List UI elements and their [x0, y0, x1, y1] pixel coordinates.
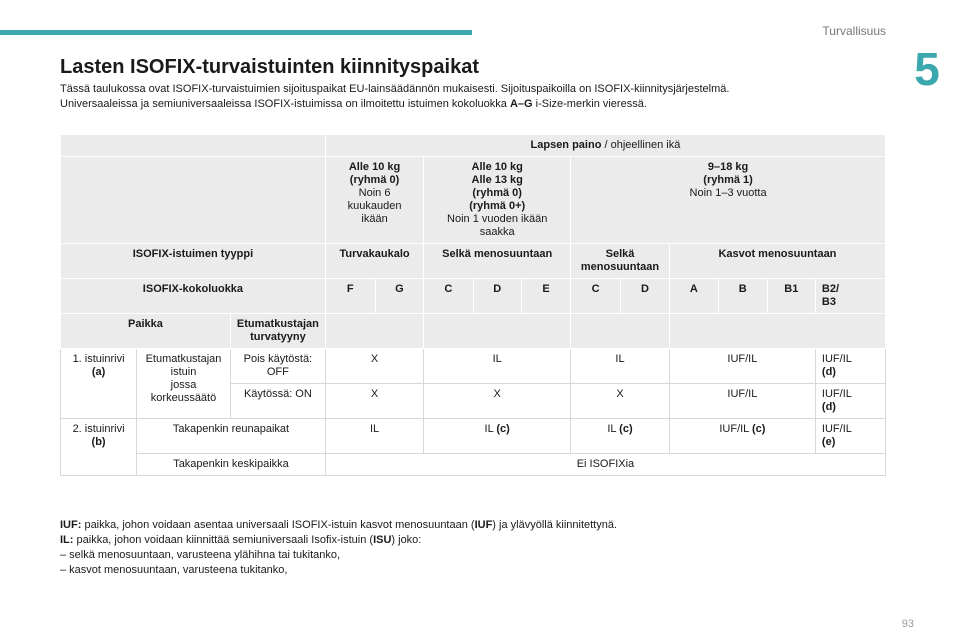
table-cell: X — [571, 384, 670, 419]
type-cell: Turvakaukalo — [325, 244, 423, 279]
legend — [60, 518, 890, 578]
section-name: Turvallisuus — [822, 24, 886, 38]
table-row — [61, 244, 886, 279]
table-cell: IL — [571, 349, 670, 384]
airbag-off: Pois käytöstä: OFF — [230, 349, 325, 384]
intro-text — [60, 82, 850, 112]
class-cell: D — [473, 279, 521, 314]
chapter-number: 5 — [914, 43, 940, 95]
table-row — [61, 349, 886, 384]
table-cell — [61, 135, 326, 157]
class-label: ISOFIX-kokoluokka — [61, 279, 326, 314]
table-row — [61, 419, 886, 454]
place-label: Paikka — [61, 314, 231, 349]
type-cell: Selkä menosuuntaan — [424, 244, 571, 279]
table-cell: IUF/IL (d) — [815, 349, 885, 384]
table-row — [61, 135, 886, 157]
table-cell: X — [325, 349, 423, 384]
table-cell: IUF/IL — [669, 349, 815, 384]
table-row — [61, 279, 886, 314]
weight-group-1: Alle 10 kg (ryhmä 0) Noin 6 kuukauden ikään — [325, 157, 423, 244]
type-label: ISOFIX-istuimen tyyppi — [61, 244, 326, 279]
intro-line-2: Universaaleissa ja semiuniversaaleissa ISOFIX-istuimissa on ilmoitettu istuimen kokoluokka A–G i-Size-merkin vieressä. — [60, 98, 647, 110]
table-cell: X — [325, 384, 423, 419]
table-cell: IL (c) — [571, 419, 670, 454]
table-cell — [669, 314, 885, 349]
class-cell: C — [571, 279, 621, 314]
table-cell: IL (c) — [424, 419, 571, 454]
table-cell — [61, 157, 326, 244]
class-cell: C — [424, 279, 473, 314]
table-cell — [325, 314, 423, 349]
table-cell: X — [424, 384, 571, 419]
table-cell: IL — [325, 419, 423, 454]
page-title: Lasten ISOFIX-turvaistuinten kiinnityspaikat — [60, 56, 479, 78]
legend-bullet: – selkä menosuuntaan, varusteena ylähihna tai tukitanko, — [60, 549, 341, 561]
row2-label: 2. istuinrivi (b) — [61, 419, 137, 476]
table-cell — [571, 314, 670, 349]
class-cell: E — [521, 279, 570, 314]
row1-label: 1. istuinrivi (a) — [61, 349, 137, 419]
class-cell: F — [325, 279, 375, 314]
table-cell: IUF/IL — [669, 384, 815, 419]
table-cell — [424, 314, 571, 349]
table-cell: Ei ISOFIXia — [325, 454, 885, 476]
row2-middle-seat: Takapenkin keskipaikka — [137, 454, 326, 476]
legend-il: IL: paikka, johon voidaan kiinnittää semiuniversaali Isofix-istuin (ISU) joko: — [60, 534, 422, 546]
intro-line-1: Tässä taulukossa ovat ISOFIX-turvaistuimien sijoituspaikat EU-lainsäädännön mukaisesti. Sijoituspaikoilla on ISOFIX-kiinnitysjärjestelmä. — [60, 83, 730, 95]
class-cell: B2/ B3 — [815, 279, 885, 314]
airbag-label: Etumatkustajan turvatyyny — [230, 314, 325, 349]
type-cell: Selkä menosuuntaan — [571, 244, 670, 279]
row2-outer-seats: Takapenkin reunapaikat — [137, 419, 326, 454]
table-cell: IUF/IL (c) — [669, 419, 815, 454]
table-cell: IUF/IL (d) — [815, 384, 885, 419]
table-row — [61, 454, 886, 476]
header-accent-bar — [0, 30, 472, 35]
class-cell: G — [375, 279, 424, 314]
table-row — [61, 157, 886, 244]
class-cell: B — [718, 279, 767, 314]
isofix-table — [60, 134, 886, 476]
table-cell: IUF/IL (e) — [815, 419, 885, 454]
class-cell: D — [620, 279, 669, 314]
table-cell: IL — [424, 349, 571, 384]
class-cell: B1 — [767, 279, 815, 314]
class-cell: A — [669, 279, 718, 314]
table-row — [61, 314, 886, 349]
type-cell: Kasvot menosuuntaan — [669, 244, 885, 279]
legend-iuf: IUF: paikka, johon voidaan asentaa universaali ISOFIX-istuin kasvot menosuuntaan (IUF) ja ylävyöllä kiinnitettynä. — [60, 519, 618, 531]
weight-group-3: 9–18 kg (ryhmä 1) Noin 1–3 vuotta — [571, 157, 886, 244]
legend-bullet: – kasvot menosuuntaan, varusteena tukitanko, — [60, 564, 288, 576]
row1-seat: Etumatkustajan istuin jossa korkeussäätö — [137, 349, 231, 419]
weight-header: Lapsen paino / ohjeellinen ikä — [325, 135, 885, 157]
airbag-on: Käytössä: ON — [230, 384, 325, 419]
weight-group-2: Alle 10 kg Alle 13 kg (ryhmä 0) (ryhmä 0+) Noin 1 vuoden ikään saakka — [424, 157, 571, 244]
page-number: 93 — [901, 618, 914, 630]
